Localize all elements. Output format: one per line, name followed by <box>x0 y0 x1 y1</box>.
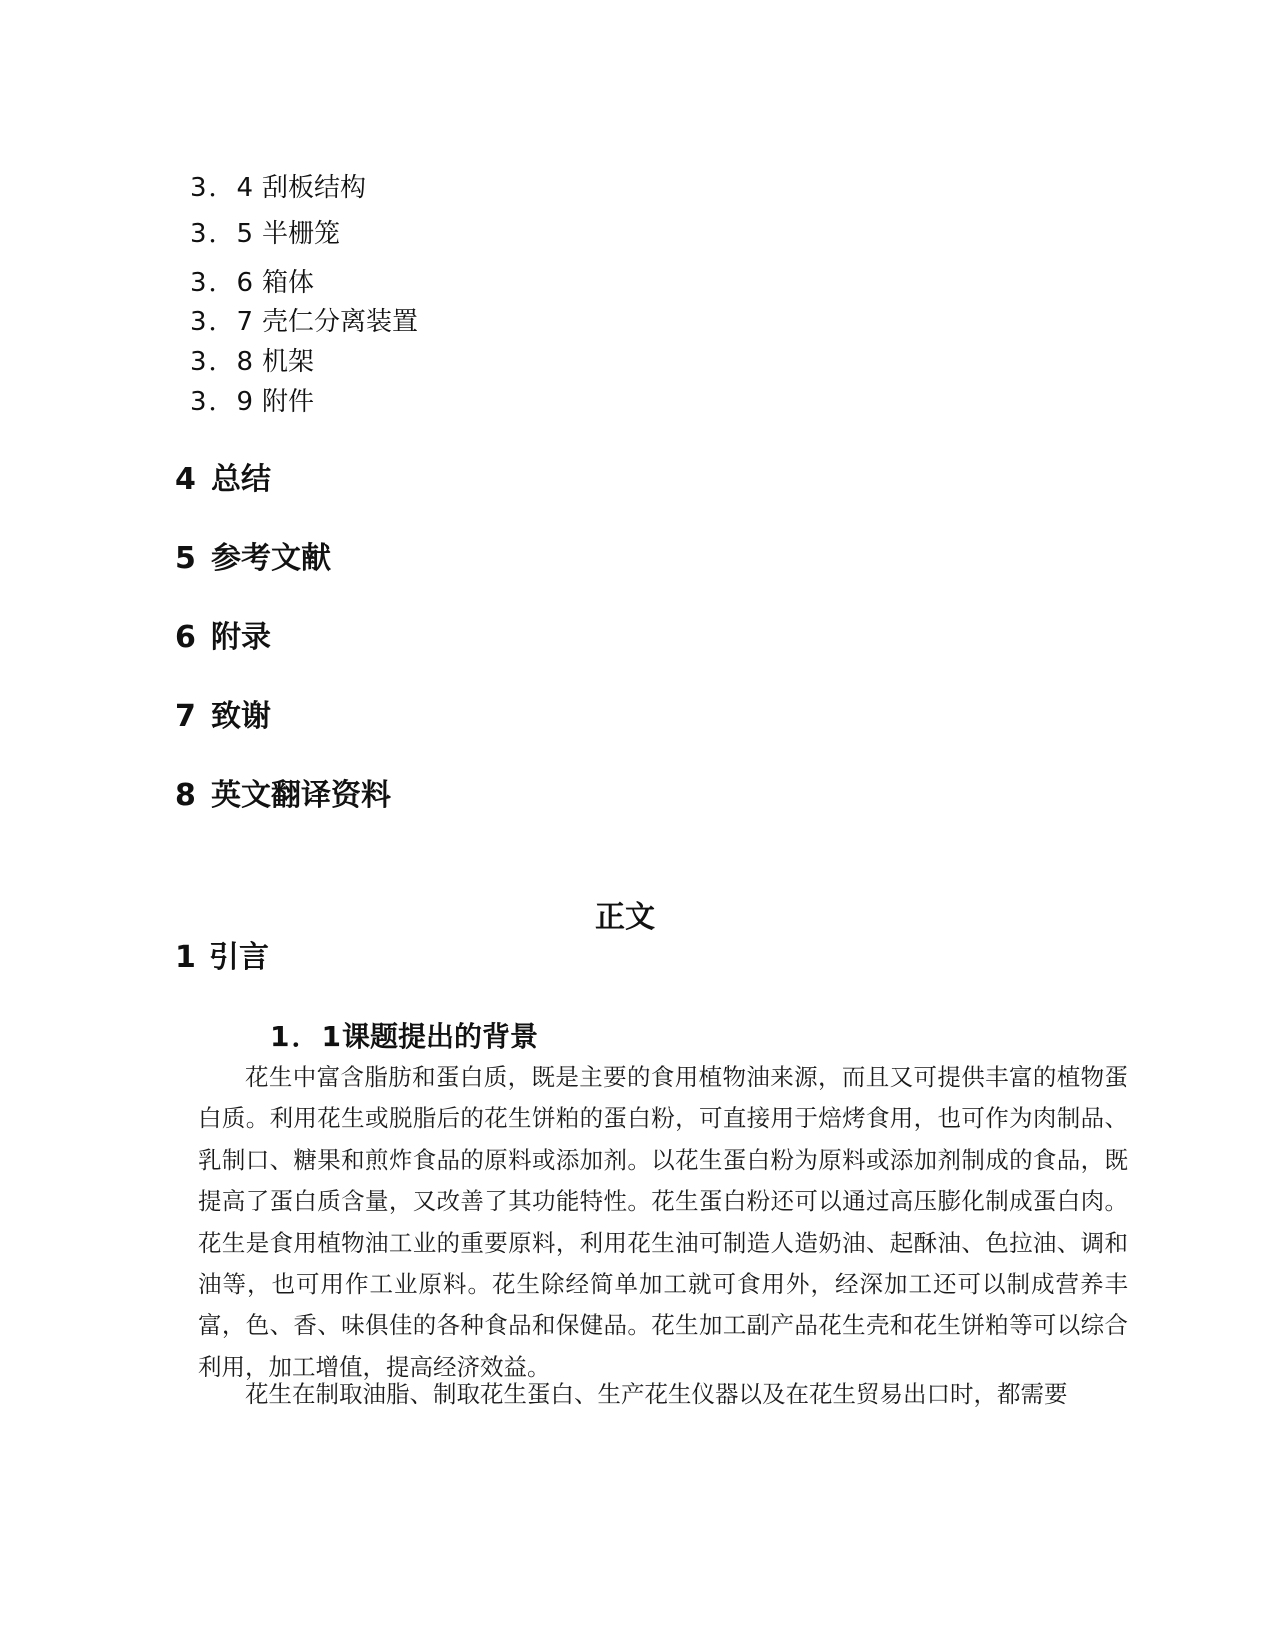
toc-item-label: 附件 <box>262 387 315 417</box>
subsection-heading <box>270 1020 539 1053</box>
toc-chapter-6[interactable] <box>175 620 271 655</box>
toc-item-3-6[interactable] <box>190 270 314 296</box>
toc-chapter-number: 8 <box>175 778 196 813</box>
toc-item-number: 3．4 <box>190 173 256 203</box>
toc-chapter-7[interactable] <box>175 699 271 734</box>
chapter-number: 1 <box>175 940 196 975</box>
toc-item-number: 3．8 <box>190 347 256 377</box>
toc-chapter-number: 6 <box>175 620 196 655</box>
toc-item-label: 半栅笼 <box>262 219 341 249</box>
toc-item-number: 3．5 <box>190 219 256 249</box>
section-title: 正文 <box>595 900 655 935</box>
toc-item-number: 3．6 <box>190 268 256 298</box>
toc-chapter-5[interactable] <box>175 541 331 576</box>
toc-item-number: 3．9 <box>190 387 256 417</box>
toc-chapter-number: 7 <box>175 699 196 734</box>
toc-item-3-7[interactable] <box>190 309 418 335</box>
toc-chapter-8[interactable] <box>175 778 391 813</box>
toc-chapter-label: 参考文献 <box>211 541 331 576</box>
toc-item-3-8[interactable] <box>190 349 314 375</box>
toc-chapter-label: 总结 <box>211 462 271 497</box>
subsection-title: 课题提出的背景 <box>342 1020 539 1053</box>
toc-chapter-number: 5 <box>175 541 196 576</box>
toc-chapter-label: 附录 <box>211 620 271 655</box>
toc-chapter-label: 致谢 <box>211 699 271 734</box>
chapter-heading <box>175 940 269 975</box>
toc-chapter-number: 4 <box>175 462 196 497</box>
toc-item-3-5[interactable] <box>190 221 340 247</box>
toc-item-label: 刮板结构 <box>262 173 367 203</box>
body-paragraph: 花生在制取油脂、制取花生蛋白、生产花生仪器以及在花生贸易出口时，都需要 <box>245 1380 1068 1408</box>
toc-chapter-4[interactable] <box>175 462 271 497</box>
toc-item-3-9[interactable] <box>190 389 314 415</box>
toc-item-label: 机架 <box>262 347 315 377</box>
toc-item-label: 箱体 <box>262 268 315 298</box>
toc-item-3-4[interactable] <box>190 175 366 201</box>
body-paragraph: 花生中富含脂肪和蛋白质，既是主要的食用植物油来源，而且又可提供丰富的植物蛋白质。利用花生或脱脂后的花生饼粕的蛋白粉，可直接用于焙烤食用，也可作为肉制品、乳制口、糖果和煎炸食品的原料或添加剂。以花生蛋白粉为原料或添加剂制成的食品，既提高了蛋白质含量，又改善了其功能特性。花生蛋白粉还可以通过高压膨化制成蛋白肉。花生是食用植物油工业的重要原料，利用花生油可制造人造奶油、起酥油、色拉油、调和油等，也可用作工业原料。花生除经简单加工就可食用外，经深加工还可以制成营养丰富，色、香、味俱佳的各种食品和保健品。花生加工副产品花生壳和花生饼粕等可以综合利用，加工增值，提高经济效益。 <box>198 1063 1128 1381</box>
subsection-number: 1．1 <box>270 1020 343 1053</box>
toc-item-label: 壳仁分离装置 <box>262 307 419 337</box>
toc-item-number: 3．7 <box>190 307 256 337</box>
toc-chapter-label: 英文翻译资料 <box>211 778 391 813</box>
chapter-title: 引言 <box>209 940 269 975</box>
